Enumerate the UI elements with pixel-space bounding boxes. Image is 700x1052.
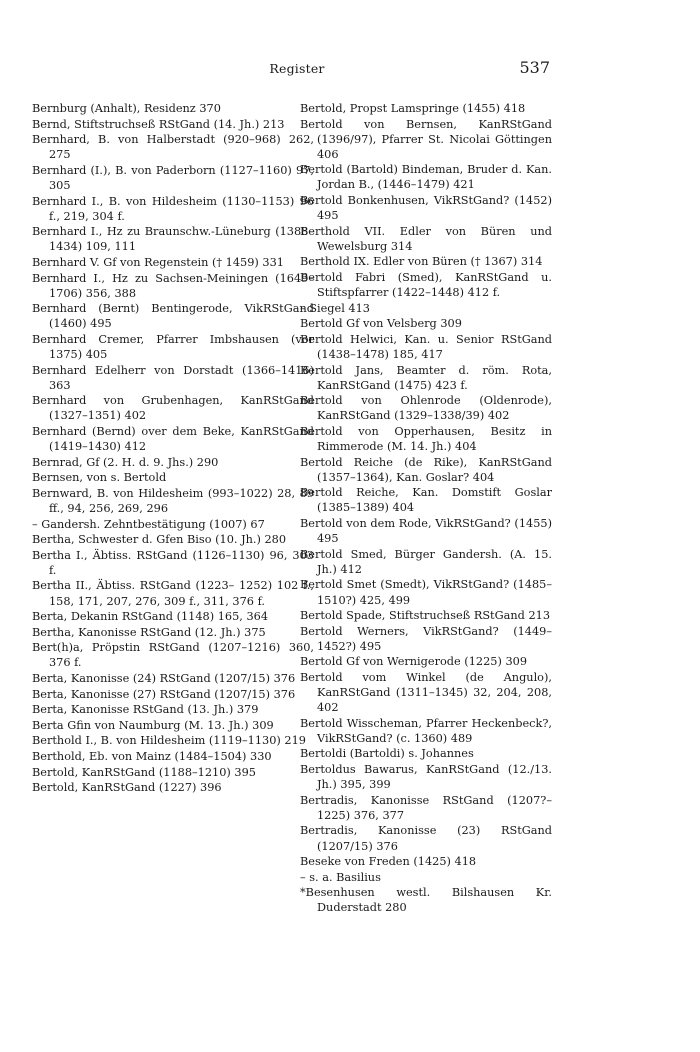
index-entry: Bertold Gf von Wernigerode (1225) 309	[300, 655, 528, 669]
index-entry: Berta, Dekanin RStGand (1148) 165, 364	[32, 610, 269, 624]
index-entry: Bernsen, von s. Bertold	[32, 471, 167, 485]
running-head: Register	[269, 61, 325, 76]
index-entry: Bernhard I., Hz zu Sachsen-Meiningen (1649–1706) 356, 388	[32, 271, 314, 300]
index-entry: Bertha, Schwester d. Gfen Biso (10. Jh.) 280	[32, 533, 287, 547]
index-entry: – Siegel 413	[300, 301, 370, 315]
index-entry: – s. a. Basilius	[300, 870, 381, 884]
index-entry: Bertoldus Bawarus, KanRStGand (12./13. Jh.) 395, 399	[300, 763, 552, 792]
index-entry: Bertoldi (Bartoldi) s. Johannes	[300, 747, 474, 761]
index-entry: Bertha II., Äbtiss. RStGand (1223– 1252) 102 f., 158, 171, 207, 276, 309 f., 311, 376 f.	[32, 579, 314, 608]
index-entry: Bertold Spade, Stiftstruchseß RStGand 213	[300, 609, 551, 623]
index-entry: Bertold Smet (Smedt), VikRStGand? (1485–1510?) 425, 499	[300, 578, 552, 607]
index-column-left	[32, 101, 314, 796]
index-entry: Bertold Reiche (de Rike), KanRStGand (1357–1364), Kan. Goslar? 404	[300, 455, 552, 484]
index-entry: Bernhard I., Hz zu Braunschw.-Lüneburg (1388–1434) 109, 111	[32, 225, 314, 254]
index-entry: Bernhard, B. von Halberstadt (920–968) 262, 275	[32, 133, 314, 162]
index-entry: Bertold Reiche, Kan. Domstift Goslar (1385–1389) 404	[300, 486, 552, 515]
index-entry: Bertold von Ohlenrode (Oldenrode), KanRStGand (1329–1338/39) 402	[300, 394, 552, 423]
index-entry: Bertha I., Äbtiss. RStGand (1126–1130) 96, 303 f.	[32, 548, 314, 577]
index-entry: Bernhard Edelherr von Dorstadt (1366–1416) 363	[32, 363, 314, 392]
index-entry: Bernhard (Bernt) Bentingerode, VikRStGand (1460) 495	[32, 302, 314, 331]
index-entry: Beseke von Freden (1425) 418	[300, 855, 477, 869]
index-entry: Bernward, B. von Hildesheim (993–1022) 28, 89 ff., 94, 256, 269, 296	[32, 486, 314, 515]
index-entry: Bertold Fabri (Smed), KanRStGand u. Stiftspfarrer (1422–1448) 412 f.	[300, 271, 552, 300]
index-entry: Bernhard V. Gf von Regenstein († 1459) 331	[32, 255, 284, 269]
index-entry: Bertold Smed, Bürger Gandersh. (A. 15. Jh.) 412	[300, 547, 552, 576]
index-entry: Bertold von Opperhausen, Besitz in Rimmerode (M. 14. Jh.) 404	[300, 424, 552, 454]
index-entry: Bertold Wisscheman, Pfarrer Heckenbeck?, VikRStGand? (c. 1360) 489	[300, 716, 552, 745]
page-number: 537	[519, 58, 550, 77]
index-entry: Bertold, Propst Lamspringe (1455) 418	[300, 102, 526, 115]
index-entry: Bernburg (Anhalt), Residenz 370	[32, 102, 221, 115]
index-entry: Berta, Kanonisse (24) RStGand (1207/15) 376	[32, 671, 296, 685]
index-entry: Bert(h)a, Pröpstin RStGand (1207–1216) 360, 376 f.	[32, 641, 314, 670]
index-entry: Bertha, Kanonisse RStGand (12. Jh.) 375	[32, 625, 266, 639]
index-entry: Bernhard I., B. von Hildesheim (1130–1153) 96 f., 219, 304 f.	[32, 194, 314, 223]
index-entry: Bernd, Stiftstruchseß RStGand (14. Jh.) 213	[32, 117, 285, 131]
index-entry: *Besenhusen westl. Bilshausen Kr. Duderstadt 280	[300, 886, 552, 915]
index-entry: – Gandersh. Zehntbestätigung (1007) 67	[32, 517, 265, 531]
index-entry: Bertradis, Kanonisse RStGand (1207?–1225) 376, 377	[300, 793, 552, 822]
index-entry: Bertold Jans, Beamter d. röm. Rota, KanRStGand (1475) 423 f.	[300, 363, 552, 392]
index-entry: Berta, Kanonisse RStGand (13. Jh.) 379	[32, 703, 259, 717]
index-entry: Bertradis, Kanonisse (23) RStGand (1207/15) 376	[300, 824, 552, 853]
index-entry: Bernhard (I.), B. von Paderborn (1127–1160) 97, 305	[32, 163, 314, 192]
index-entry: Berthold VII. Edler von Büren und Wewelsburg 314	[300, 224, 552, 253]
index-entry: Bernhard Cremer, Pfarrer Imbshausen (vor 1375) 405	[32, 332, 314, 361]
index-entry: Bertold vom Winkel (de Angulo), KanRStGand (1311–1345) 32, 204, 208, 402	[300, 670, 552, 715]
index-entry: Berthold, Eb. von Mainz (1484–1504) 330	[32, 749, 272, 763]
index-entry: Bertold von Bernsen, KanRStGand (1396/97), Pfarrer St. Nicolai Göttingen 406	[300, 117, 552, 161]
index-entry: Berthold IX. Edler von Büren († 1367) 314	[300, 255, 543, 269]
index-entry: Bertold Gf von Velsberg 309	[300, 317, 462, 331]
index-entry: Bertold Helwici, Kan. u. Senior RStGand (1438–1478) 185, 417	[300, 332, 552, 361]
index-entry: Bertold, KanRStGand (1188–1210) 395	[32, 765, 256, 779]
index-entry: Bertold von dem Rode, VikRStGand? (1455) 495	[300, 517, 552, 546]
index-entry: Bertold (Bartold) Bindeman, Bruder d. Kan. Jordan B., (1446–1479) 421	[300, 163, 552, 192]
index-entry: Bertold Werners, VikRStGand? (1449–1452?) 495	[300, 624, 552, 653]
index-entry: Bertold Bonkenhusen, VikRStGand? (1452) 495	[300, 194, 552, 223]
index-entry: Bernhard (Bernd) over dem Beke, KanRStGand (1419–1430) 412	[32, 424, 314, 454]
index-entry: Bernrad, Gf (2. H. d. 9. Jhs.) 290	[32, 455, 219, 469]
index-entry: Berta, Kanonisse (27) RStGand (1207/15) 376	[32, 687, 296, 701]
index-entry: Berta Gfin von Naumburg (M. 13. Jh.) 309	[32, 718, 274, 732]
index-entry: Berthold I., B. von Hildesheim (1119–1130) 219	[32, 734, 306, 748]
index-entry: Bertold, KanRStGand (1227) 396	[32, 781, 222, 795]
index-column-right	[300, 101, 552, 916]
index-entry: Bernhard von Grubenhagen, KanRStGand (1327–1351) 402	[32, 394, 314, 423]
